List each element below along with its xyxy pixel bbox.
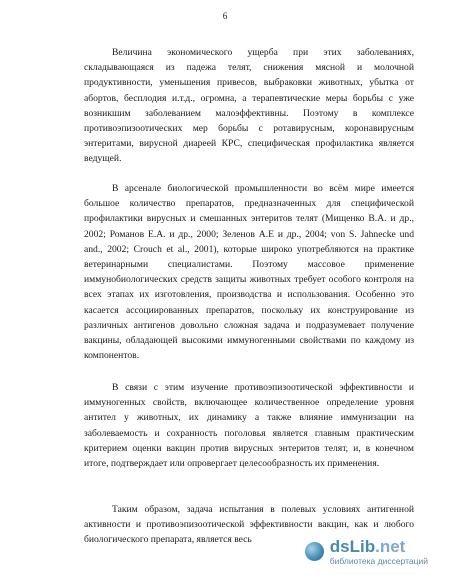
- paragraph-conclusion: Таким образом, задача испытания в полевых условиях антигенной активности и противоэпизоотической эффективности вакцин, как и любого биологического препарата, является весь: [84, 504, 414, 546]
- watermark: [301, 536, 432, 568]
- watermark-text: [330, 538, 428, 566]
- watermark-logo: dsLib.net: [329, 536, 406, 556]
- watermark-subtitle: библиотека диссертаций: [329, 555, 428, 566]
- paragraph-biological-industry: В арсенале биологической промышленности во всём мире имеется большое количество препаратов, предназначенных для специфической профилактики вирусных и смешанных энтеритов телят (Мищенко В.А. и др., 2002; Романов Е.А. и др., 2000; Зеленов А.Е и др., 2004; von S. Jahnecke und and., 2002; Crouch et al., 2001), которые широко употребляются на практике ветеринарными специалистами. Поэтому массовое применение иммунобиологических средств защиты животных требует особого контроля на всех этапах их изготовления, производства и использования. Особенно это касается ассоциированных препаратов, поскольку их конструирование из различных антигенов довольно сложная задача и подразумевает получение вакцины, обладающей высокими иммуногенными свойствами по каждому из компонентов.: [84, 183, 414, 362]
- paragraph-efficacy-study: В связи с этим изучение противоэпизоотической эффективности и иммуногенных свойств, включающее количественное определение уровня антител у животных, их динамику а также влияние иммунизации на заболеваемость и сохранность поголовья является главным практическим критерием оценки вакцин против вирусных энтеритов телят, и, в конечном итоге, подтверждает или опровергает целесообразность их применения.: [84, 382, 414, 470]
- page-number: 6: [222, 11, 228, 21]
- paragraph-economic-damage: Величина экономического ущерба при этих заболеваниях, складывающаяся из падежа телят, снижения мясной и молочной продуктивности, уменьшения привесов, выбраковки животных, убытка от абортов, бесплодия и.т.д., огромна, а терапевтические меры борьбы с уже возникшим заболеванием малоэффективны. Поэтому в комплексе противоэпизоотических мер борьбы с ротавирусным, коронавирусным энтеритами, вирусной диареей КРС, специфическая профилактика является ведущей.: [84, 47, 414, 165]
- globe-icon: [305, 542, 324, 561]
